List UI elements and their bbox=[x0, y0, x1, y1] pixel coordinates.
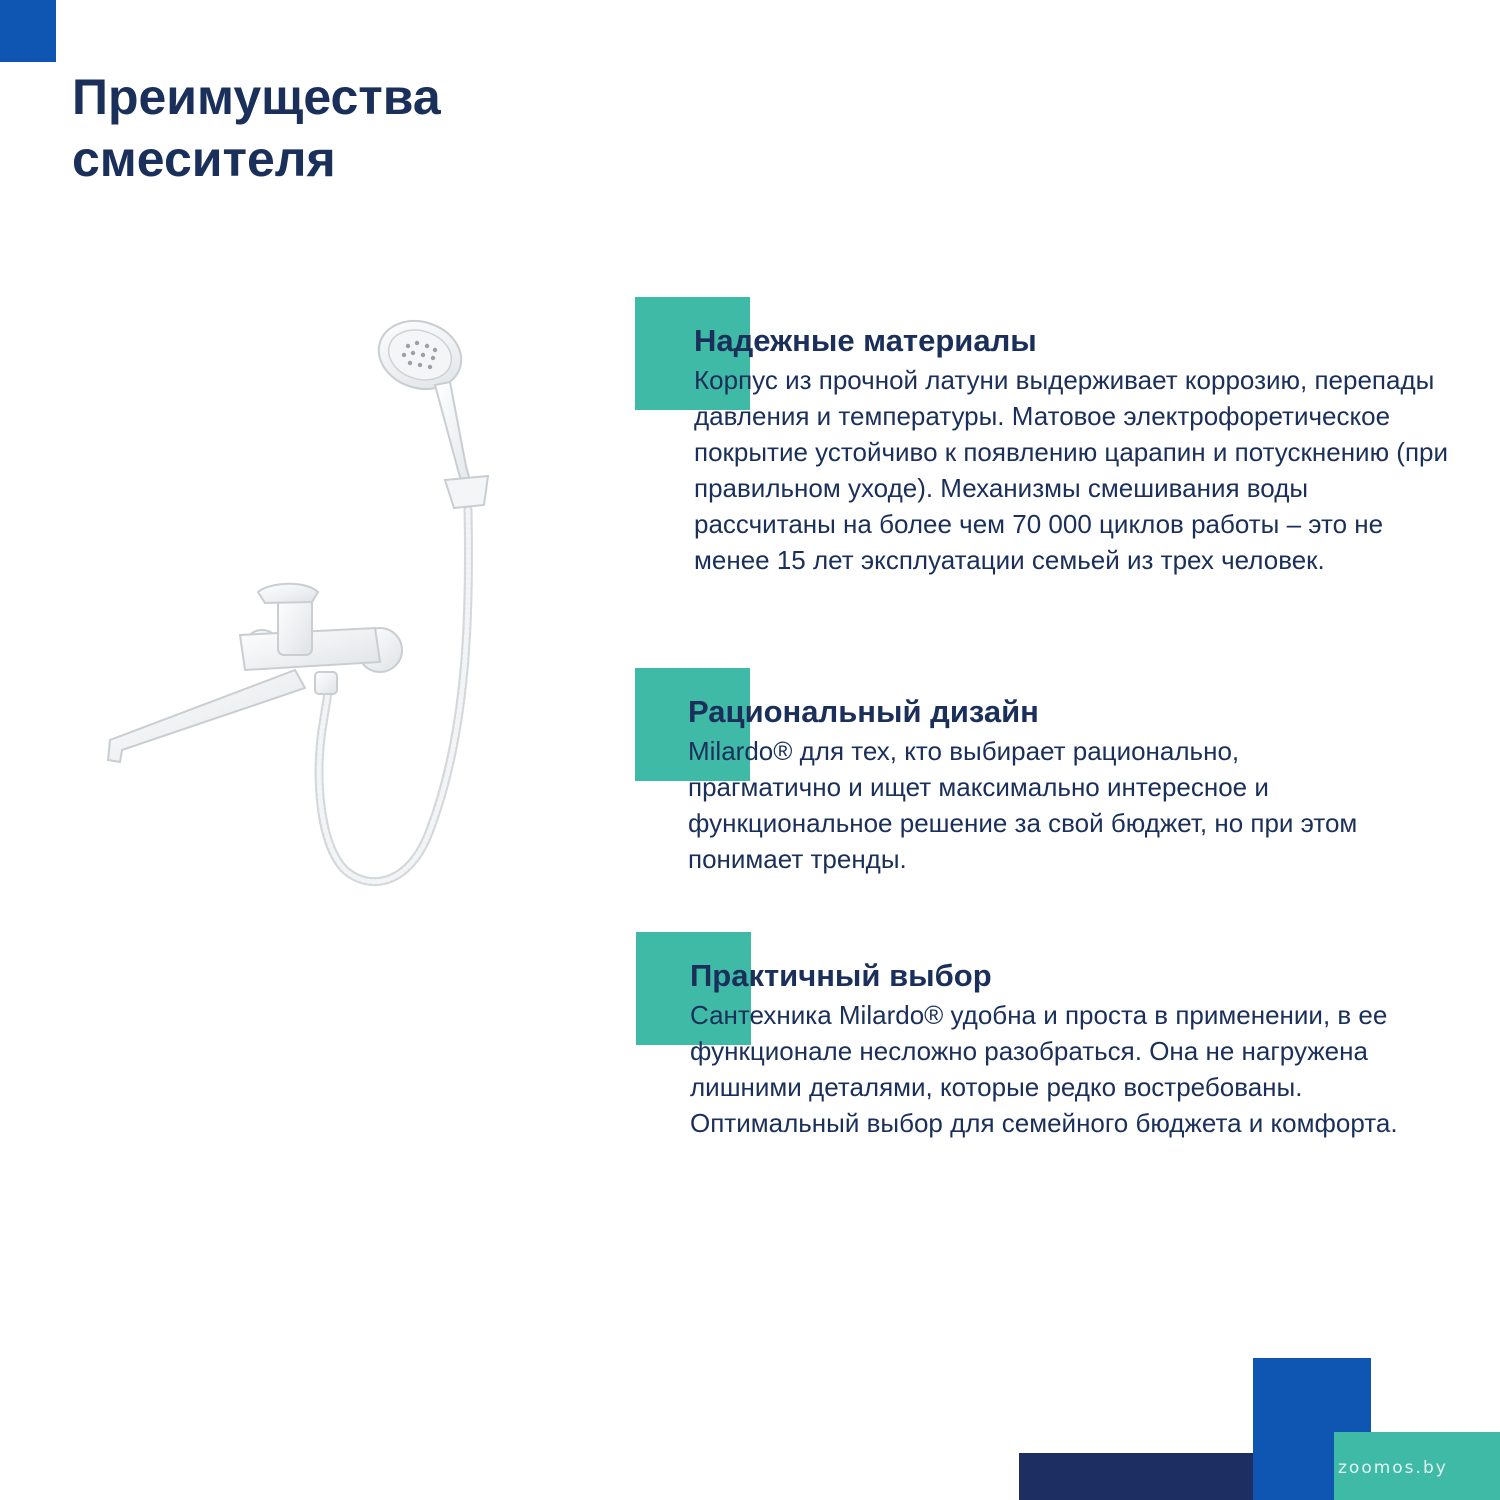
feature-heading: Надежные материалы bbox=[694, 323, 1037, 358]
feature-heading: Рациональный дизайн bbox=[688, 694, 1039, 729]
feature-rational-design bbox=[635, 668, 1358, 874]
feature-reliable-materials bbox=[635, 297, 1449, 575]
page-title-line-2: смесителя bbox=[72, 131, 336, 187]
page-title bbox=[72, 66, 592, 190]
feature-practical-choice bbox=[636, 932, 1398, 1138]
decor-square-top-left bbox=[0, 0, 56, 62]
feature-heading: Практичный выбор bbox=[690, 958, 992, 993]
watermark: zoomos.by bbox=[1338, 1458, 1448, 1478]
faucet-illustration bbox=[90, 310, 510, 910]
page-title-line-1: Преимущества bbox=[72, 69, 441, 125]
feature-description: Корпус из прочной латуни выдерживает коррозию, перепады давления и температуры. Матовое электрофоретическое покрытие устойчиво к появлению царапин и потускнению (при правильном уходе). Механизмы смешивания воды рассчитаны на более чем 70 000 циклов работы – это не менее 15 лет эксплуатации семьей из трех человек. bbox=[694, 365, 1449, 575]
feature-description: Milardo® для тех, кто выбирает рационально, прагматично и ищет максимально интересное и функциональное решение за свой бюджет, но при этом понимает тренды. bbox=[688, 736, 1358, 874]
feature-description: Сантехника Milardo® удобна и проста в применении, в ее функционале несложно разобраться. Она не нагружена лишними деталями, которые редко востребованы. Оптимальный выбор для семейного бюджета и комфорта. bbox=[690, 1000, 1398, 1138]
